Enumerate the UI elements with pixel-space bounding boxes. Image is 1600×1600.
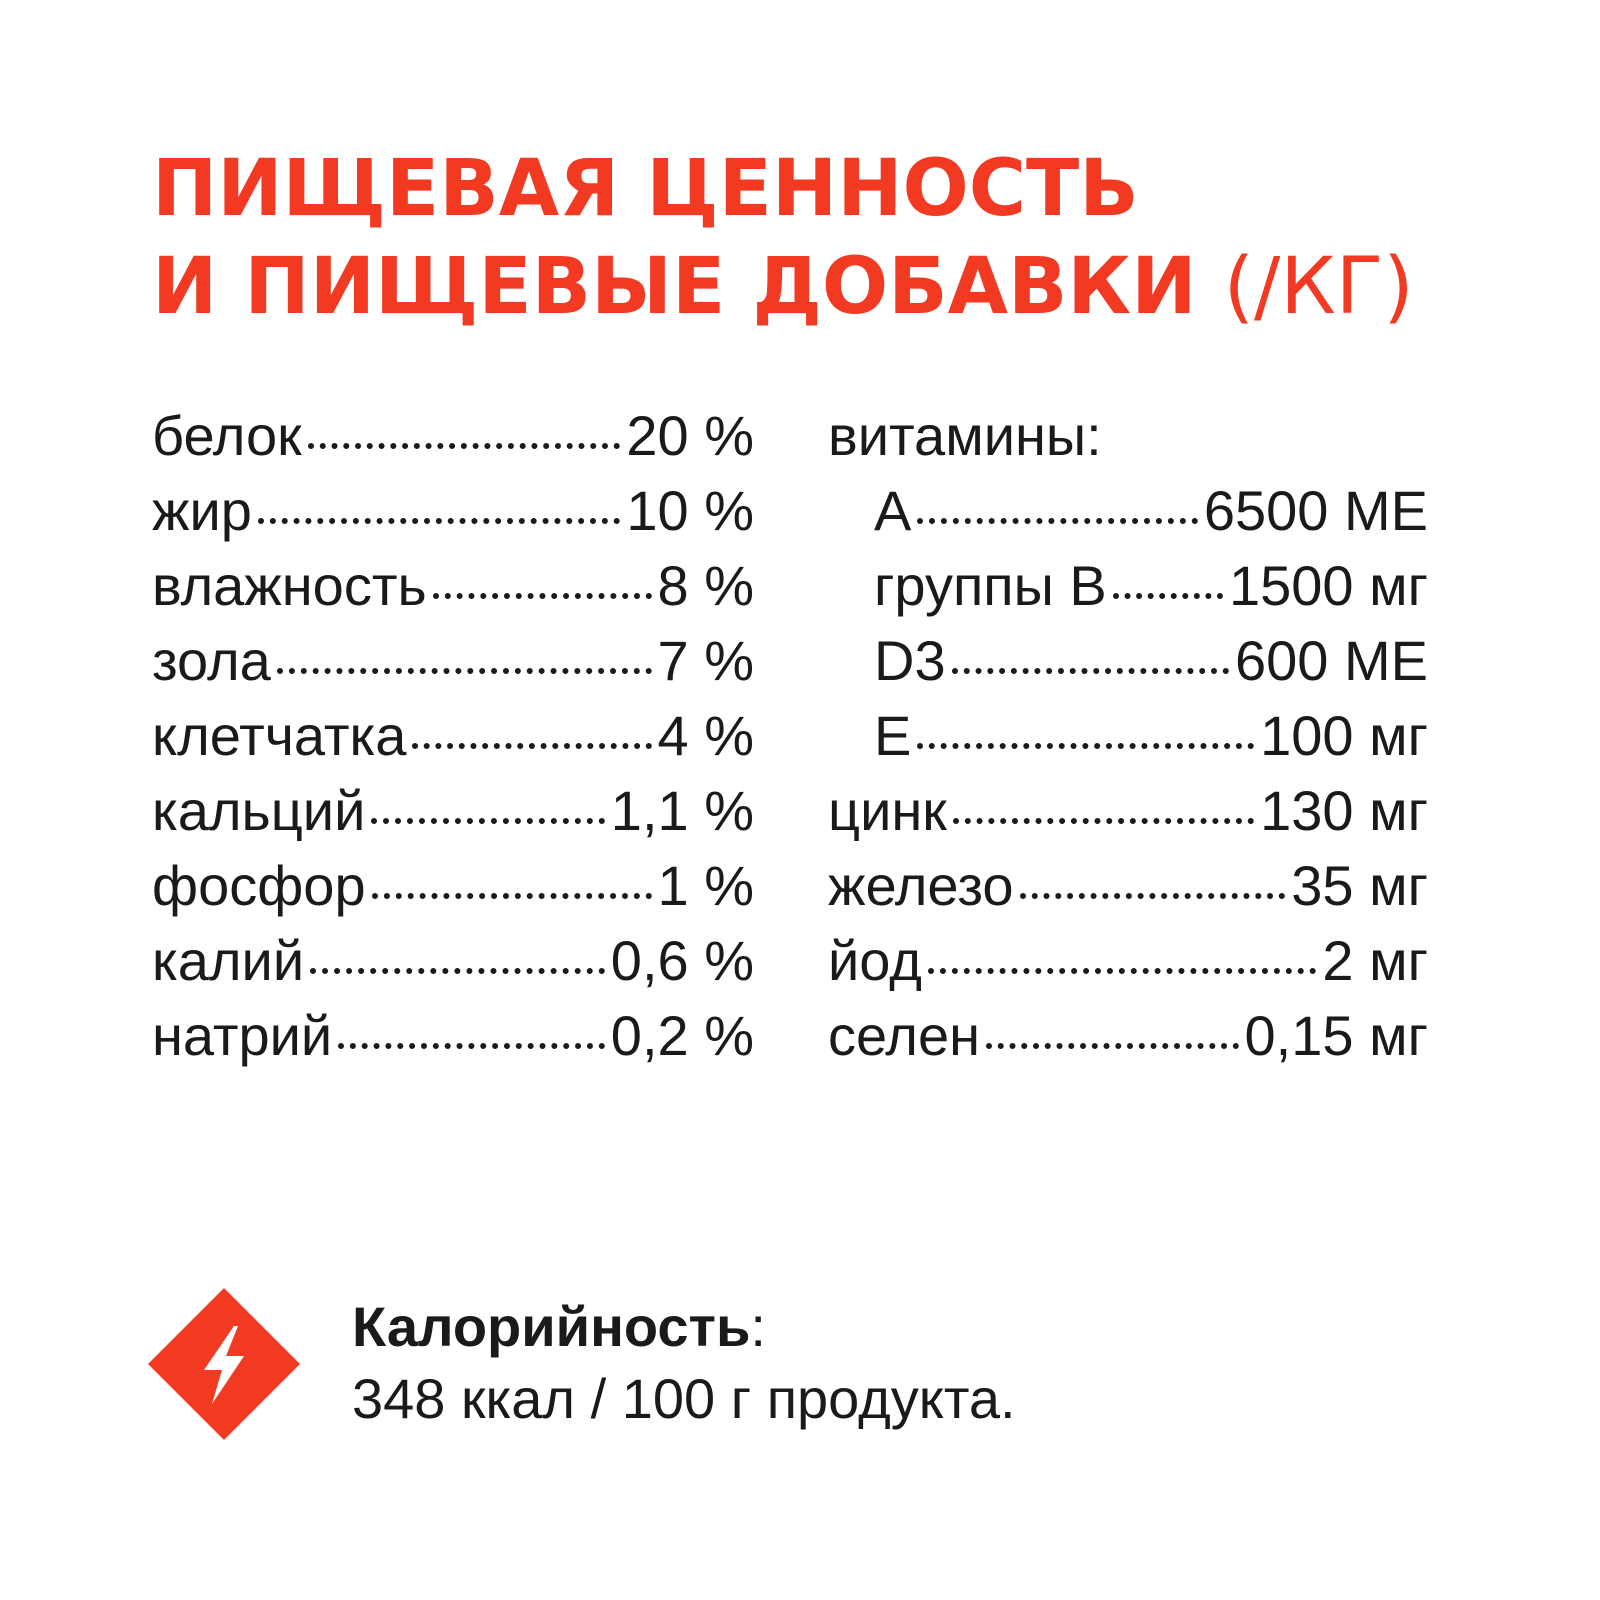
mineral-label: железо bbox=[828, 854, 1014, 917]
dot-leader bbox=[917, 518, 1198, 524]
calorie-value: 348 ккал / 100 г продукта. bbox=[352, 1367, 1016, 1430]
composition-label: кальций bbox=[152, 779, 366, 842]
mineral-label: селен bbox=[828, 1004, 981, 1067]
composition-row bbox=[152, 698, 754, 773]
vitamin-label: А bbox=[874, 479, 912, 542]
composition-label: клетчатка bbox=[152, 704, 407, 767]
vitamin-row bbox=[828, 548, 1428, 623]
dot-leader bbox=[917, 743, 1254, 749]
calorie-title-text: Калорийность bbox=[352, 1295, 751, 1358]
composition-value: 4 % bbox=[657, 704, 754, 767]
vitamin-row bbox=[828, 623, 1428, 698]
composition-label: белок bbox=[152, 404, 302, 467]
dot-leader bbox=[338, 1043, 605, 1049]
composition-row bbox=[152, 473, 754, 548]
dot-leader bbox=[433, 593, 652, 599]
composition-value: 8 % bbox=[657, 554, 754, 617]
mineral-label: йод bbox=[828, 929, 922, 992]
dot-leader bbox=[372, 893, 652, 899]
composition-value: 10 % bbox=[626, 479, 754, 542]
dot-leader bbox=[952, 668, 1229, 674]
composition-label: жир bbox=[152, 479, 252, 542]
composition-list bbox=[152, 398, 754, 1073]
dot-leader bbox=[258, 518, 620, 524]
dot-leader bbox=[986, 1043, 1238, 1049]
lightning-icon bbox=[148, 1288, 300, 1440]
calorie-block bbox=[148, 1288, 1448, 1448]
title-line-2-bold: И ПИЩЕВЫЕ ДОБАВКИ bbox=[152, 242, 1197, 332]
composition-row bbox=[152, 398, 754, 473]
composition-value: 0,2 % bbox=[610, 1004, 754, 1067]
vitamin-value: 1500 мг bbox=[1228, 554, 1428, 617]
vitamin-value: 6500 МЕ bbox=[1203, 479, 1428, 542]
dot-leader bbox=[953, 818, 1254, 824]
vitamin-row bbox=[828, 473, 1428, 548]
composition-value: 7 % bbox=[657, 629, 754, 692]
vitamins-header-row bbox=[828, 398, 1428, 473]
dot-leader bbox=[310, 968, 605, 974]
vitamin-label: группы В bbox=[874, 554, 1107, 617]
dot-leader bbox=[412, 743, 651, 749]
vitamin-label: Е bbox=[874, 704, 912, 767]
mineral-value: 35 мг bbox=[1291, 854, 1428, 917]
composition-row bbox=[152, 923, 754, 998]
vitamins-header: витамины: bbox=[828, 404, 1102, 467]
composition-value: 0,6 % bbox=[610, 929, 754, 992]
composition-value: 20 % bbox=[626, 404, 754, 467]
title-line-2 bbox=[152, 238, 1472, 336]
composition-value: 1,1 % bbox=[610, 779, 754, 842]
title-line-1: ПИЩЕВАЯ ЦЕННОСТЬ bbox=[152, 144, 1139, 234]
composition-label: влажность bbox=[152, 554, 427, 617]
mineral-row bbox=[828, 773, 1428, 848]
page-title bbox=[152, 140, 1472, 336]
mineral-label: цинк bbox=[828, 779, 947, 842]
composition-row bbox=[152, 548, 754, 623]
mineral-row bbox=[828, 923, 1428, 998]
composition-row bbox=[152, 998, 754, 1073]
mineral-row bbox=[828, 998, 1428, 1073]
vitamin-row bbox=[828, 698, 1428, 773]
composition-label: калий bbox=[152, 929, 305, 992]
composition-row bbox=[152, 848, 754, 923]
composition-label: зола bbox=[152, 629, 271, 692]
calorie-title bbox=[352, 1292, 766, 1362]
dot-leader bbox=[1020, 893, 1286, 899]
vitamin-value: 100 мг bbox=[1260, 704, 1428, 767]
dot-leader bbox=[371, 818, 604, 824]
mineral-value: 130 мг bbox=[1260, 779, 1428, 842]
composition-row bbox=[152, 773, 754, 848]
composition-label: фосфор bbox=[152, 854, 366, 917]
dot-leader bbox=[1113, 593, 1223, 599]
vitamin-label: D3 bbox=[874, 629, 946, 692]
composition-label: натрий bbox=[152, 1004, 333, 1067]
vitamin-value: 600 МЕ bbox=[1235, 629, 1428, 692]
composition-row bbox=[152, 623, 754, 698]
title-unit: (/КГ) bbox=[1223, 242, 1414, 332]
dot-leader bbox=[928, 968, 1316, 974]
dot-leader bbox=[277, 668, 652, 674]
additives-list bbox=[828, 398, 1428, 1073]
mineral-value: 2 мг bbox=[1322, 929, 1428, 992]
mineral-value: 0,15 мг bbox=[1244, 1004, 1428, 1067]
mineral-row bbox=[828, 848, 1428, 923]
calorie-title-colon: : bbox=[750, 1295, 766, 1358]
dot-leader bbox=[308, 443, 621, 449]
composition-value: 1 % bbox=[657, 854, 754, 917]
